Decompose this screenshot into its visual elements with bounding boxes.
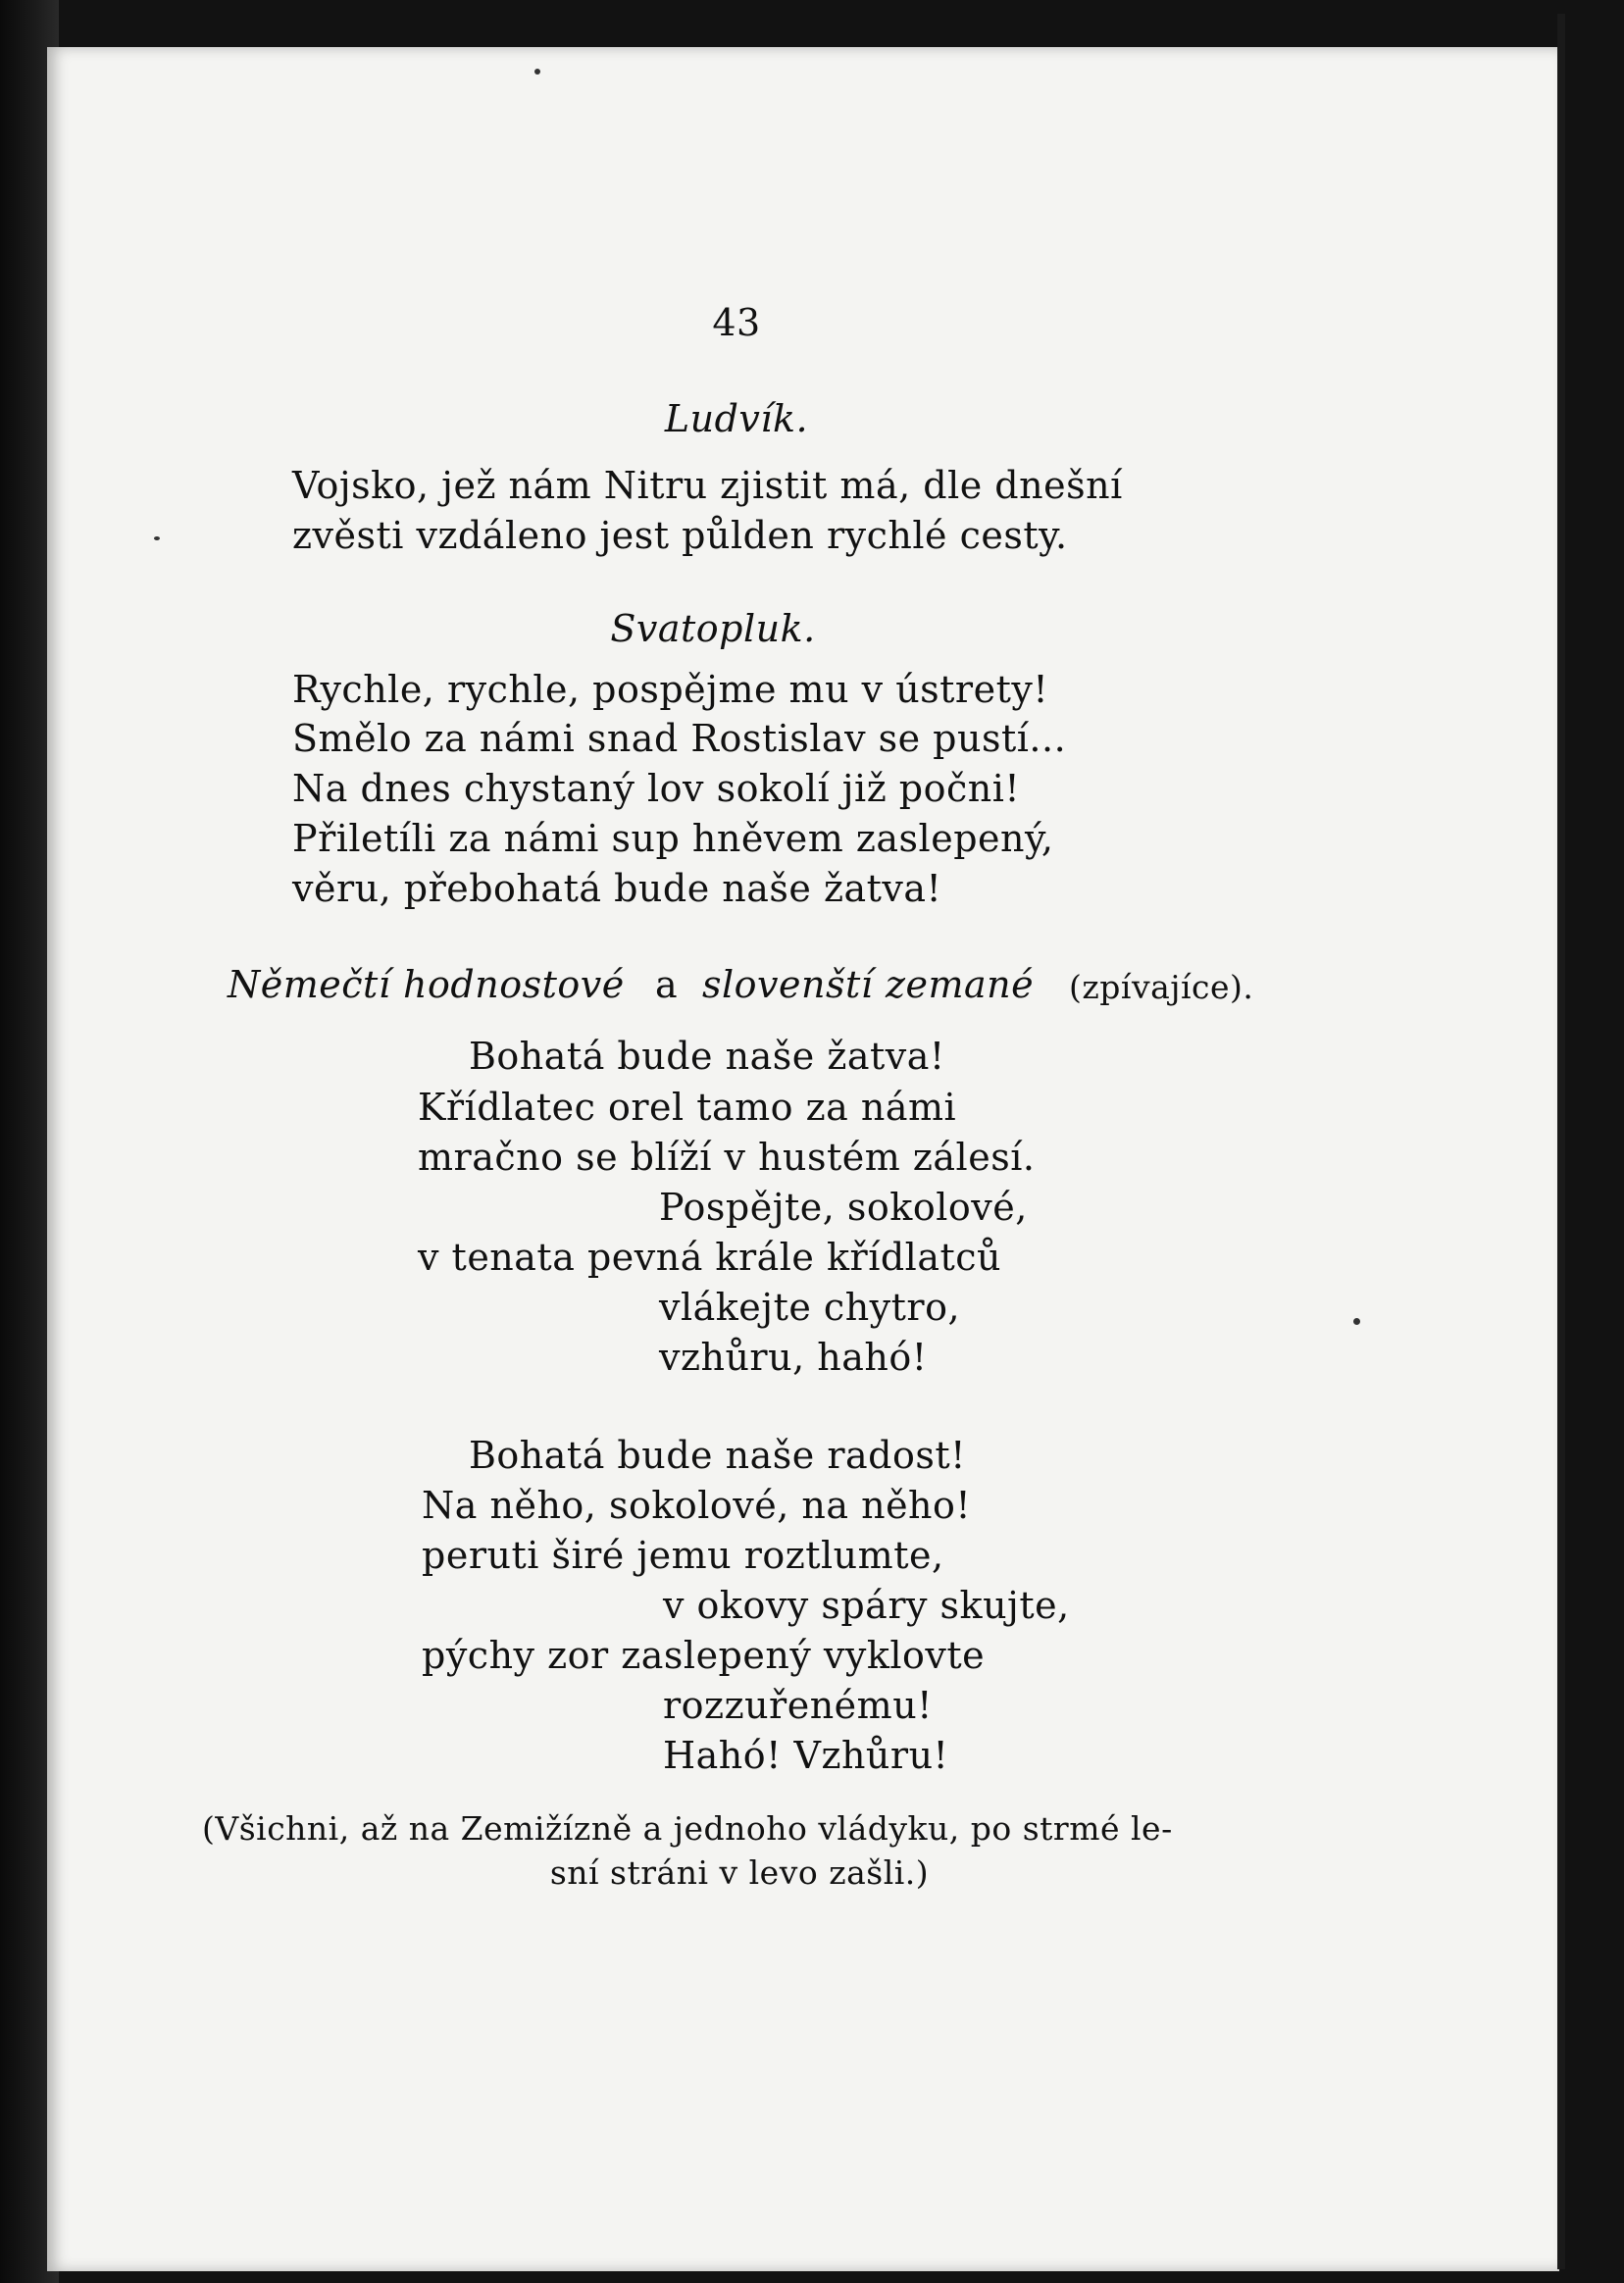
speaker-chorus-direction: (zpívajíce). (1069, 968, 1254, 1006)
stage-direction-line: (Všichni, až na Zemižízně a jednoho vládyku, po strmé le- (202, 1809, 1173, 1848)
verse-line: věru, přebohatá bude naše žatva! (292, 867, 942, 910)
song-line: v okovy spáry skujte, (663, 1584, 1070, 1627)
verse-line: zvěsti vzdáleno jest půlden rychlé cesty. (292, 514, 1068, 557)
speaker-ludvik: Ludvík. (664, 397, 809, 440)
speaker-svatopluk: Svatopluk. (610, 607, 816, 650)
verse-line: Na dnes chystaný lov sokolí již počni! (292, 767, 1021, 810)
song-line: pýchy zor zaslepený vyklovte (422, 1634, 986, 1677)
scan-speck (534, 69, 540, 75)
verse-line: Vojsko, jež nám Nitru zjistit má, dle dnešní (292, 464, 1123, 507)
speaker-chorus-part2: a (655, 963, 679, 1006)
song-line: Křídlatec orel tamo za námi (418, 1086, 957, 1129)
song-line: rozzuřenému! (663, 1684, 933, 1727)
song-line: Na něho, sokolové, na něho! (422, 1484, 972, 1527)
verse-line: Přiletíli za námi sup hněvem zaslepený, (292, 817, 1054, 860)
song-line: vzhůru, hahó! (659, 1336, 928, 1379)
song-line: v tenata pevná krále křídlatců (418, 1236, 1002, 1279)
song-line: Bohatá bude naše radost! (469, 1434, 966, 1477)
page-number: 43 (712, 301, 761, 344)
song-line: Pospějte, sokolové, (659, 1186, 1028, 1229)
speaker-chorus-part1: Němečtí hodnostové (228, 963, 625, 1006)
verse-line: Rychle, rychle, pospějme mu v ústrety! (292, 668, 1049, 711)
song-line: vlákejte chytro, (659, 1286, 961, 1329)
song-line: peruti širé jemu roztlumte, (422, 1534, 944, 1577)
speaker-chorus-part3: slovenští zemané (702, 963, 1035, 1006)
scan-speck (1353, 1318, 1360, 1325)
verse-line: Smělo za námi snad Rostislav se pustí... (292, 717, 1067, 760)
stage-direction-line: sní stráni v levo zašli.) (549, 1853, 930, 1892)
song-line: mračno se blíží v hustém zálesí. (418, 1136, 1036, 1179)
scan-speck (154, 536, 160, 540)
song-line: Hahó! Vzhůru! (663, 1734, 949, 1777)
song-line: Bohatá bude naše žatva! (469, 1035, 945, 1078)
page-edge (1557, 14, 1565, 2269)
